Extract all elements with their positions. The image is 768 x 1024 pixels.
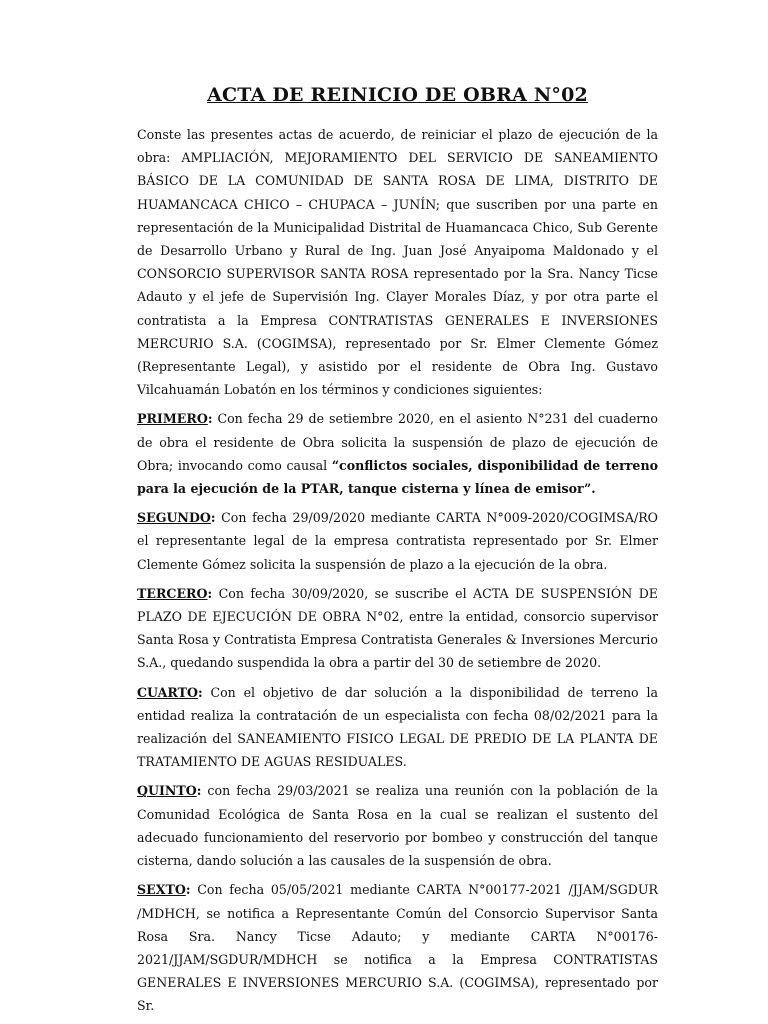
clause-colon: :: [196, 783, 202, 799]
clause-label: CUARTO: [137, 684, 198, 700]
clause-label: QUINTO: [137, 783, 197, 799]
clause-primero: [137, 407, 658, 500]
intro-paragraph: Conste las presentes actas de acuerdo, de reiniciar el plazo de ejecución de la obra: AMPLIACIÓN, MEJORAMIENTO DEL SERVICIO DE SANEAMIENTO BÁSICO DE LA COMUNIDAD DE SANTA ROSA DE LIMA, DISTRITO DE HUAMANCACA CHICO – CHUPACA – JUNÍN; que suscriben por una parte en representación de la Municipalidad Distrital de Huamancaca Chico, Sub Gerente de Desarrollo Urbano y Rural de Ing. Juan José Anyaipoma Maldonado y el CONSORCIO SUPERVISOR SANTA ROSA representado por la Sra. Nancy Ticse Adauto y el jefe de Supervisión Ing. Clayer Morales Díaz, y por otra parte el contratista a la Empresa CONTRATISTAS GENERALES E INVERSIONES MERCURIO S.A. (COGIMSA), representado por Sr. Elmer Clemente Gómez (Representante Legal), y asistido por el residente de Obra Ing. Gustavo Vilcahuamán Lobatón en los términos y condiciones siguientes:: [137, 127, 658, 398]
clause-text: con fecha 29/03/2021 se realiza una reunión con la población de la Comunidad Ecológica de Santa Rosa en la cual se realizan el sustento del adecuado funcionamiento del reservorio por bombeo y construcción del tanque cisterna, dando solución a las causales de la suspensión de obra.: [137, 783, 658, 869]
clause-colon: :: [207, 585, 213, 601]
clause-segundo: [137, 506, 658, 576]
clause-colon: :: [185, 882, 191, 898]
clause-cuarto: [137, 681, 658, 774]
clause-text: Con fecha 30/09/2020, se suscribe el ACTA DE SUSPENSIÓN DE PLAZO DE EJECUCIÓN DE OBRA N°02, entre la entidad, consorcio supervisor Santa Rosa y Contratista Empresa Contratista Generales & Inversiones Mercurio S.A., quedando suspendida la obra a partir del 30 de setiembre de 2020.: [137, 585, 658, 671]
clause-quinto: [137, 779, 658, 872]
clause-tercero: [137, 582, 658, 675]
clause-label: SEXTO: [137, 882, 186, 898]
clause-sexto: [137, 878, 658, 1017]
clause-colon: :: [210, 510, 216, 526]
clause-colon: :: [207, 411, 213, 427]
clause-label: TERCERO: [137, 585, 208, 601]
clause-text: Con fecha 29 de setiembre 2020, en el asiento N°231 del cuaderno de obra el residente de Obra solicita la suspensión de plazo de ejecución de Obra; invocando como causal: [137, 411, 658, 473]
clause-label: PRIMERO: [137, 411, 208, 427]
clause-text: Con el objetivo de dar solución a la disponibilidad de terreno la entidad realiza la contratación de un especialista con fecha 08/02/2021 para la realización del SANEAMIENTO FISICO LEGAL DE PREDIO DE LA PLANTA DE TRATAMIENTO DE AGUAS RESIDUALES.: [137, 684, 658, 770]
clause-colon: :: [197, 684, 203, 700]
clause-emphasis: “conflictos sociales, disponibilidad de terreno para la ejecución de la PTAR, tanque cisterna y línea de emisor”.: [137, 457, 658, 497]
clause-label: SEGUNDO: [137, 510, 211, 526]
document-title: ACTA DE REINICIO DE OBRA N°02: [207, 84, 588, 106]
clause-text: Con fecha 29/09/2020 mediante CARTA N°009-2020/COGIMSA/RO el representante legal de la empresa contratista representado por Sr. Elmer Clemente Gómez solicita la suspensión de plazo a la ejecución de la obra.: [137, 510, 658, 572]
clause-text: Con fecha 05/05/2021 mediante CARTA N°00177-2021 /JJAM/SGDUR /MDHCH, se notifica a Representante Común del Consorcio Supervisor Santa Rosa Sra. Nancy Ticse Adauto; y mediante CARTA N°00176-2021/JJAM/SGDUR/MDHCH se notifica a la Empresa CONTRATISTAS GENERALES E INVERSIONES MERCURIO S.A. (COGIMSA), representado por Sr.: [137, 882, 658, 1014]
